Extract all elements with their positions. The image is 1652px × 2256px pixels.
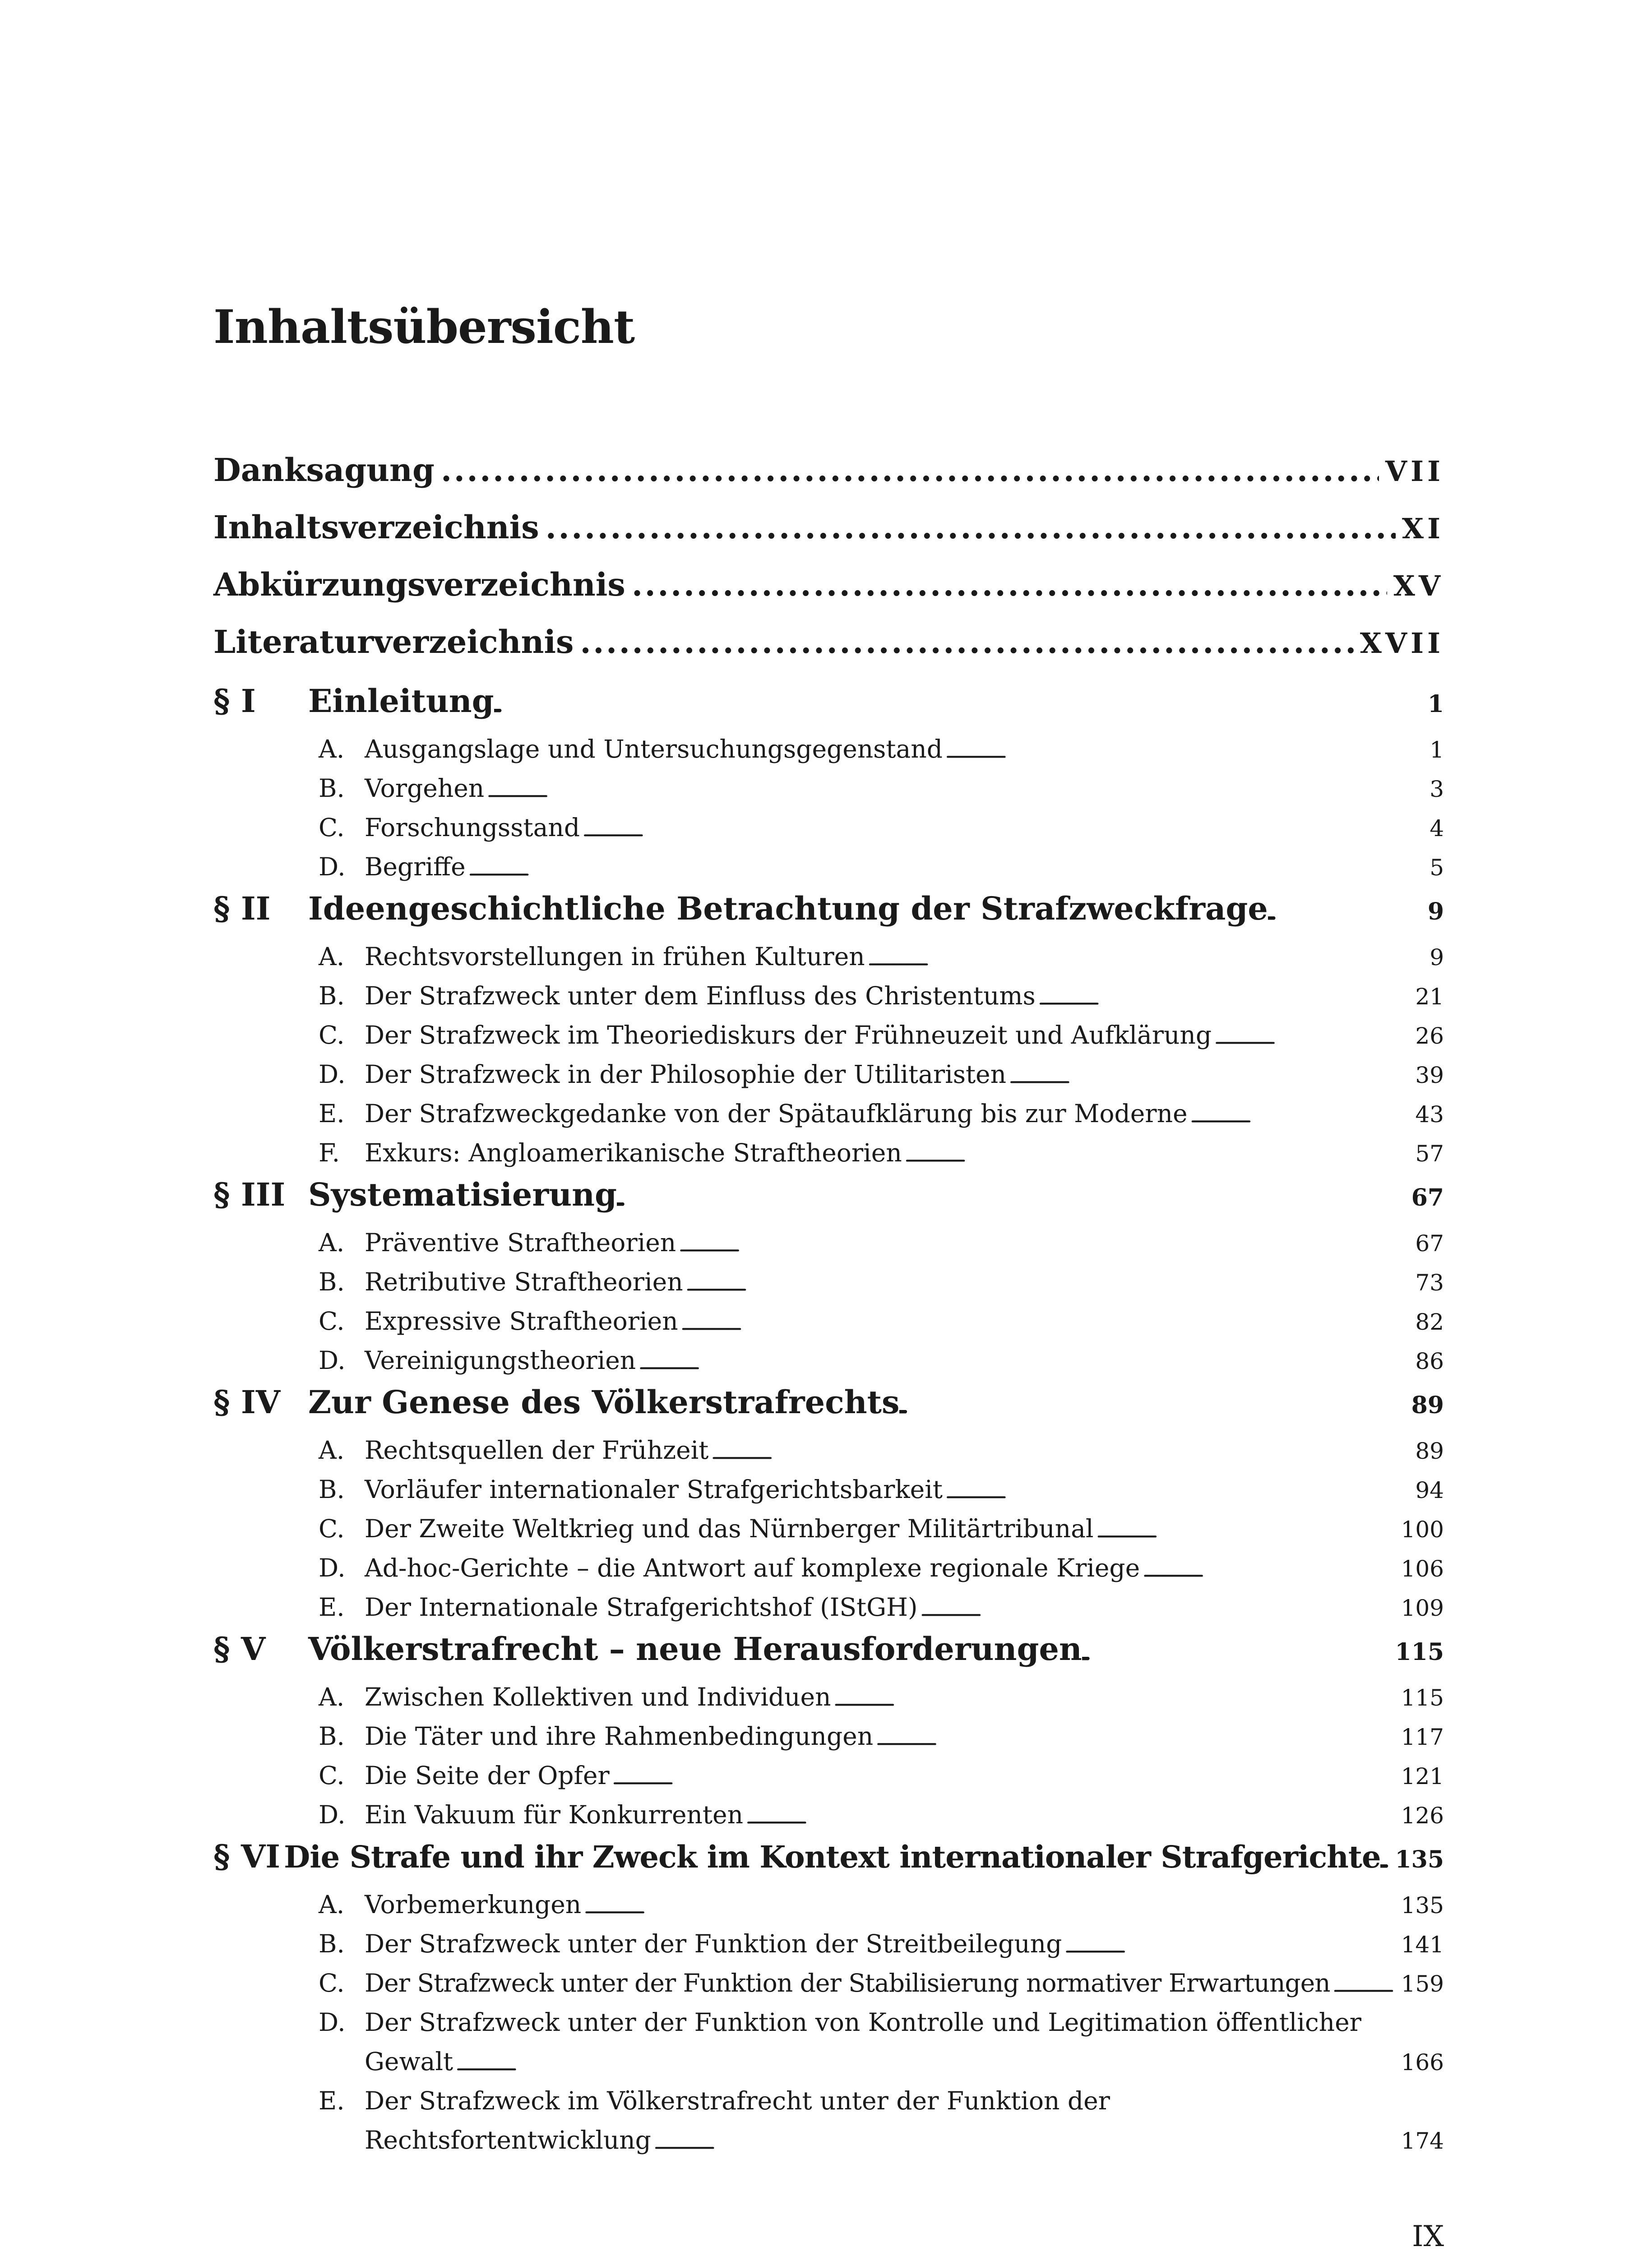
section-page: 94 [1415, 1477, 1444, 1503]
dot-leader [625, 566, 1387, 603]
toc-section[interactable] [365, 2126, 1444, 2154]
section-letter: E. [319, 1099, 345, 1128]
toc-entry-literaturverzeichnis[interactable] [213, 623, 1444, 661]
toc-section[interactable] [319, 852, 1444, 881]
toc-chapter-3[interactable] [213, 1176, 1444, 1213]
section-page: 4 [1430, 815, 1444, 841]
dot-leader [902, 1148, 1413, 1165]
section-title: Vereinigungstheorien [365, 1346, 636, 1375]
section-letter: B. [319, 1267, 345, 1296]
dot-leader [943, 744, 1427, 761]
section-letter: C. [319, 1021, 345, 1049]
toc-section[interactable] [319, 1722, 1444, 1751]
dot-leader [678, 1316, 1413, 1333]
section-page: 100 [1401, 1516, 1444, 1543]
toc-section[interactable] [319, 1929, 1444, 1958]
section-title: Der Strafzweck unter dem Einfluss des Christentums [365, 981, 1036, 1010]
section-letter: C. [319, 1761, 345, 1790]
dot-leader [899, 1396, 1408, 1418]
toc-section[interactable] [319, 735, 1444, 763]
dot-leader [676, 1238, 1412, 1255]
chapter-number: § V [213, 1630, 266, 1668]
toc-section[interactable] [319, 1475, 1444, 1504]
entry-label: Abkürzungsverzeichnis [213, 566, 625, 603]
section-page: 141 [1401, 1932, 1444, 1958]
toc-section[interactable] [319, 1307, 1444, 1336]
dot-leader [1140, 1563, 1398, 1580]
chapter-page: 89 [1411, 1392, 1444, 1419]
section-letter: A. [319, 1683, 345, 1711]
section-letter: F. [319, 1138, 340, 1167]
entry-label: Inhaltsverzeichnis [213, 509, 539, 546]
section-letter: A. [319, 1436, 345, 1465]
section-letter: D. [319, 1553, 346, 1582]
chapter-number: § I [213, 682, 256, 720]
section-title: Retributive Straftheorien [365, 1267, 683, 1296]
dot-leader [539, 509, 1396, 546]
section-letter: C. [319, 1514, 345, 1543]
dot-leader [1330, 1978, 1398, 1995]
dot-leader [1380, 1851, 1392, 1872]
section-title-line1[interactable]: Der Strafzweck unter der Funktion von Kontrolle und Legitimation öffentlicher [365, 2008, 1361, 2037]
dot-leader [1212, 1030, 1412, 1047]
section-page: 73 [1415, 1270, 1444, 1296]
dot-leader [1062, 1939, 1398, 1956]
section-title: Rechtsvorstellungen in frühen Kulturen [365, 942, 865, 971]
section-letter: C. [319, 1969, 345, 1997]
toc-section[interactable] [319, 942, 1444, 971]
section-title-line1[interactable]: Der Strafzweck im Völkerstrafrecht unter der Funktion der [365, 2086, 1110, 2115]
section-page: 117 [1401, 1724, 1444, 1750]
toc-section[interactable] [319, 813, 1444, 842]
dot-leader [1006, 1069, 1412, 1086]
dot-leader [494, 695, 1425, 717]
entry-label: Danksagung [213, 451, 435, 489]
section-title: Vorgehen [365, 774, 485, 803]
section-page: 115 [1401, 1685, 1444, 1711]
section-page: 82 [1415, 1309, 1444, 1335]
toc-chapter-4[interactable] [213, 1383, 1444, 1421]
dot-leader [943, 1484, 1412, 1502]
entry-page: XI [1402, 512, 1444, 545]
dot-leader [453, 2057, 1398, 2074]
chapter-page: 1 [1427, 690, 1444, 718]
section-page: 89 [1415, 1438, 1444, 1464]
section-page: 39 [1415, 1062, 1444, 1088]
section-page: 3 [1430, 776, 1444, 802]
chapter-title: Ideengeschichtliche Betrachtung der Strafzweckfrage [308, 890, 1268, 927]
section-letter: E. [319, 2086, 345, 2115]
dot-leader [1188, 1109, 1413, 1126]
dot-leader [743, 1810, 1398, 1827]
toc-section[interactable] [319, 1267, 1444, 1296]
section-page: 26 [1415, 1023, 1444, 1049]
page-title: Inhaltsübersicht [213, 300, 635, 354]
section-page: 166 [1401, 2049, 1444, 2076]
chapter-number: § II [213, 890, 271, 927]
section-title: Der Strafzweck im Theoriediskurs der Frühneuzeit und Aufklärung [365, 1021, 1212, 1049]
chapter-title: Völkerstrafrecht – neue Herausforderungen [308, 1630, 1082, 1668]
section-letter: D. [319, 2008, 346, 2037]
entry-page: XV [1393, 569, 1444, 602]
section-title: Der Strafzweck unter der Funktion der Streitbeilegung [365, 1929, 1062, 1958]
section-letter: B. [319, 1929, 345, 1958]
chapter-number: § IV [213, 1383, 281, 1421]
section-title: Der Strafzweck unter der Funktion der Stabilisierung normativer Erwartungen [365, 1969, 1330, 1997]
section-page: 9 [1430, 944, 1444, 971]
toc-section[interactable] [319, 1969, 1444, 1997]
section-letter: A. [319, 942, 345, 971]
page-number: IX [1412, 2220, 1444, 2253]
toc-entry-danksagung[interactable] [213, 451, 1444, 489]
entry-label: Literaturverzeichnis [213, 623, 574, 661]
toc-entry-abkuerzungsverzeichnis[interactable] [213, 566, 1444, 603]
section-letter: E. [319, 1593, 345, 1622]
section-page: 1 [1430, 737, 1444, 763]
toc-section[interactable] [319, 1593, 1444, 1622]
dot-leader [580, 823, 1427, 840]
chapter-page: 115 [1395, 1638, 1444, 1666]
toc-chapter-2[interactable] [213, 890, 1444, 927]
toc-section[interactable] [319, 1890, 1444, 1919]
chapter-page: 135 [1395, 1846, 1444, 1873]
chapter-title: Einleitung [308, 682, 494, 720]
section-letter: D. [319, 1800, 346, 1829]
section-page: 174 [1401, 2128, 1444, 2154]
toc-section[interactable] [319, 1346, 1444, 1375]
dot-leader [651, 2135, 1398, 2152]
section-page: 5 [1430, 855, 1444, 881]
toc-chapter-1[interactable] [213, 682, 1444, 720]
section-title: Expressive Straftheorien [365, 1307, 678, 1336]
dot-leader [683, 1277, 1413, 1294]
dot-leader [1094, 1524, 1398, 1541]
toc-section[interactable] [319, 1436, 1444, 1465]
section-page: 106 [1401, 1556, 1444, 1582]
section-title-line2: Gewalt [365, 2047, 453, 2076]
section-title: Die Seite der Opfer [365, 1761, 610, 1790]
section-title: Präventive Straftheorien [365, 1228, 676, 1257]
section-letter: B. [319, 774, 345, 803]
section-title-line2: Rechtsfortentwicklung [365, 2126, 651, 2154]
section-letter: B. [319, 981, 345, 1010]
section-letter: D. [319, 1346, 346, 1375]
section-letter: B. [319, 1722, 345, 1751]
entry-page: XVII [1360, 627, 1444, 660]
section-letter: A. [319, 1890, 345, 1919]
dot-leader [831, 1692, 1398, 1709]
dot-leader [917, 1602, 1398, 1619]
section-title: Vorbemerkungen [365, 1890, 582, 1919]
section-page: 43 [1415, 1101, 1444, 1128]
section-title: Ausgangslage und Untersuchungsgegenstand [365, 735, 943, 763]
toc-section[interactable] [319, 1021, 1444, 1049]
section-title: Begriffe [365, 852, 466, 881]
chapter-title: Zur Genese des Völkerstrafrechts [308, 1383, 900, 1421]
dot-leader [581, 1900, 1398, 1917]
section-page: 121 [1401, 1763, 1444, 1789]
section-title: Der Strafzweck in der Philosophie der Utilitaristen [365, 1060, 1007, 1089]
section-title: Die Täter und ihre Rahmenbedingungen [365, 1722, 874, 1751]
toc-section[interactable] [319, 981, 1444, 1010]
dot-leader [865, 952, 1427, 969]
section-title: Zwischen Kollektiven und Individuen [365, 1683, 831, 1711]
toc-section[interactable] [319, 1228, 1444, 1257]
section-letter: D. [319, 852, 346, 881]
toc-section[interactable] [319, 774, 1444, 803]
section-title: Der Strafzweckgedanke von der Spätaufklärung bis zur Moderne [365, 1099, 1188, 1128]
section-title: Forschungsstand [365, 813, 580, 842]
dot-leader [636, 1355, 1412, 1373]
dot-leader [708, 1445, 1412, 1462]
chapter-number: § III [213, 1176, 286, 1213]
dot-leader [873, 1731, 1398, 1748]
dot-leader [574, 623, 1353, 661]
section-page: 67 [1415, 1230, 1444, 1257]
dot-leader [617, 1189, 1409, 1210]
dot-leader [610, 1771, 1398, 1788]
chapter-title: Systematisierung [308, 1176, 617, 1213]
toc-section[interactable] [319, 1800, 1444, 1829]
section-letter: B. [319, 1475, 345, 1504]
section-title: Der Internationale Strafgerichtshof (IStGH) [365, 1593, 918, 1622]
toc-section[interactable] [319, 1060, 1444, 1089]
section-page: 135 [1401, 1892, 1444, 1919]
section-title: Vorläufer internationaler Strafgerichtsbarkeit [365, 1475, 943, 1504]
section-title: Ein Vakuum für Konkurrenten [365, 1800, 743, 1829]
toc-entry-inhaltsverzeichnis[interactable] [213, 509, 1444, 546]
section-page: 109 [1401, 1595, 1444, 1621]
section-page: 159 [1401, 1971, 1444, 1997]
section-title: Rechtsquellen der Frühzeit [365, 1436, 709, 1465]
toc-section[interactable] [319, 1099, 1444, 1128]
toc-section[interactable] [319, 1514, 1444, 1543]
dot-leader [484, 783, 1427, 800]
chapter-number: § VI [213, 1838, 281, 1875]
dot-leader [466, 862, 1427, 879]
section-title: Der Zweite Weltkrieg und das Nürnberger Militärtribunal [365, 1514, 1094, 1543]
section-letter: C. [319, 813, 345, 842]
chapter-page: 9 [1427, 898, 1444, 925]
section-page: 21 [1415, 984, 1444, 1010]
section-letter: A. [319, 1228, 345, 1257]
dot-leader [435, 451, 1379, 489]
section-letter: D. [319, 1060, 346, 1089]
toc-chapter-5[interactable] [213, 1630, 1444, 1668]
chapter-title: Die Strafe und ihr Zweck im Kontext internationaler Strafgerichte [284, 1839, 1381, 1875]
dot-leader [1082, 1643, 1393, 1664]
section-title: Exkurs: Angloamerikanische Straftheorien [365, 1138, 902, 1167]
section-page: 57 [1415, 1141, 1444, 1167]
toc-section[interactable] [319, 1138, 1444, 1167]
entry-page: VII [1385, 455, 1444, 488]
toc-section[interactable] [365, 2047, 1444, 2076]
toc-section[interactable] [319, 1761, 1444, 1790]
toc-chapter-6[interactable] [213, 1838, 1444, 1875]
toc-section[interactable] [319, 1683, 1444, 1711]
dot-leader [1268, 903, 1425, 924]
section-letter: C. [319, 1307, 345, 1336]
dot-leader [1036, 991, 1413, 1008]
section-page: 126 [1401, 1803, 1444, 1829]
section-letter: A. [319, 735, 345, 763]
chapter-page: 67 [1411, 1184, 1444, 1211]
toc-section[interactable] [319, 1553, 1444, 1582]
section-title: Ad-hoc-Gerichte – die Antwort auf komplexe regionale Kriege [365, 1553, 1140, 1582]
section-page: 86 [1415, 1348, 1444, 1374]
